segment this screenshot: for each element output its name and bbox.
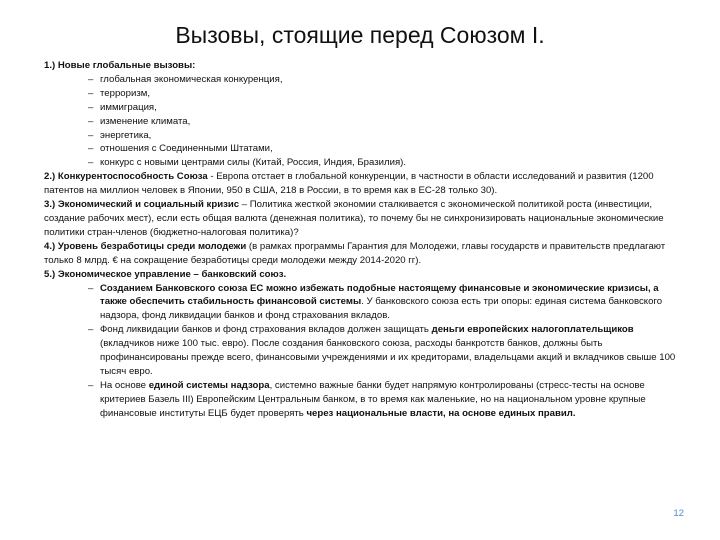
section5-item3-text1: На основе [100,379,149,391]
page-number: 12 [673,508,684,519]
dash: – [88,101,94,113]
dash: – [88,379,94,391]
section1-heading: 1.) Новые глобальные вызовы: [44,60,196,71]
section5-heading: 5.) Экономическое управление – банковский союз. [44,268,287,280]
section5-item2-bold: деньги европейских налогоплательщиков [431,324,634,336]
list-item [44,73,680,87]
list-item-text: отношения с Соединенными Штатами, [100,143,273,155]
dash: – [88,282,94,294]
slide-title: Вызовы, стоящие перед Союзом I. [175,22,545,48]
dash: – [88,143,94,155]
dash: – [88,324,94,336]
dash: – [88,157,94,169]
section4-paragraph [44,240,680,268]
dash: – [88,115,94,127]
slide-content [44,59,680,421]
section3-paragraph [44,198,680,240]
dash: – [88,129,94,141]
list-item [44,156,680,170]
section4-heading: 4.) Уровень безработицы среди молодежи [44,240,247,252]
list-item [44,282,680,324]
list-item [44,87,680,101]
list-item-text: терроризм, [100,87,150,99]
list-item-text: энергетика, [100,129,152,141]
section4-text: (в рамках программы Гарантия для Молодежи, главы государств и правительств предлагают только 8 млрд. € на сокращение безработицы среди молодежи между 2014-2020 гг). [44,240,666,266]
dash: – [88,87,94,99]
section5-item1-bold: Созданием Банковского союза ЕС можно избежать подобные настоящему финансовые и экономические кризисы, а также обеспечить стабильность финансовой системы [100,282,659,308]
list-item [44,142,680,156]
section5-item1-text: . У банковского союза есть три опоры: единая система банковского надзора, фонд ликвидации банков и фонд страхования вкладов. [100,296,663,322]
list-item-text: изменение климата, [100,115,191,127]
dash: – [88,73,94,85]
section5-item3-text2: , системно важные банки будет напрямую контролированы (стресс-тесты на основе критериев Базель III) Европейским Центральным банком, в то время как маленькие, но на национальном уровне крупные финансовые институты ЕЦБ будет проверять [100,379,646,419]
list-item [44,115,680,129]
section5-item2-text1: Фонд ликвидации банков и фонд страхования вкладов должен защищать [100,324,432,336]
list-item-text: глобальная экономическая конкуренция, [100,73,283,85]
section5-item2-text2: (вкладчиков ниже 100 тыс. евро). После создания банковского союза, расходы банкротств банков, должны быть профинансированы прежде всего, финансовыми учреждениями и их кредиторами, владельцами акций и вкладчиков свыше 100 тысяч евро. [100,338,676,377]
list-item [44,129,680,143]
section2-text: - Европа отстает в глобальной конкуренции, в частности в области исследований и развития (1200 патентов на миллион человек в Японии, 950 в США, 218 в России, в то время как в ЕС-28 только 30). [44,171,654,197]
list-item [44,101,680,115]
section5-item3-bold1: единой системы надзора [148,379,270,391]
list-item-text: иммиграция, [100,101,157,113]
section3-heading: 3.) Экономический и социальный кризис [44,199,240,211]
section3-text: – Политика жесткой экономии сталкивается с экономической политикой роста (инвестиции, создание рабочих мест), если есть общая валюта (денежная политика), то почему бы не синхронизировать национальные экономические политики стран-членов (бюджетно-налоговая политика)? [44,199,664,238]
section2-heading: 2.) Конкурентоспособность Союза [44,171,208,183]
section2-paragraph [44,170,680,198]
list-item [44,323,680,379]
list-item [44,379,680,421]
section5-item3-bold2: через национальные власти, на основе единых правил. [306,407,576,419]
list-item-text: конкурс с новыми центрами силы (Китай, Россия, Индия, Бразилия). [100,157,407,169]
